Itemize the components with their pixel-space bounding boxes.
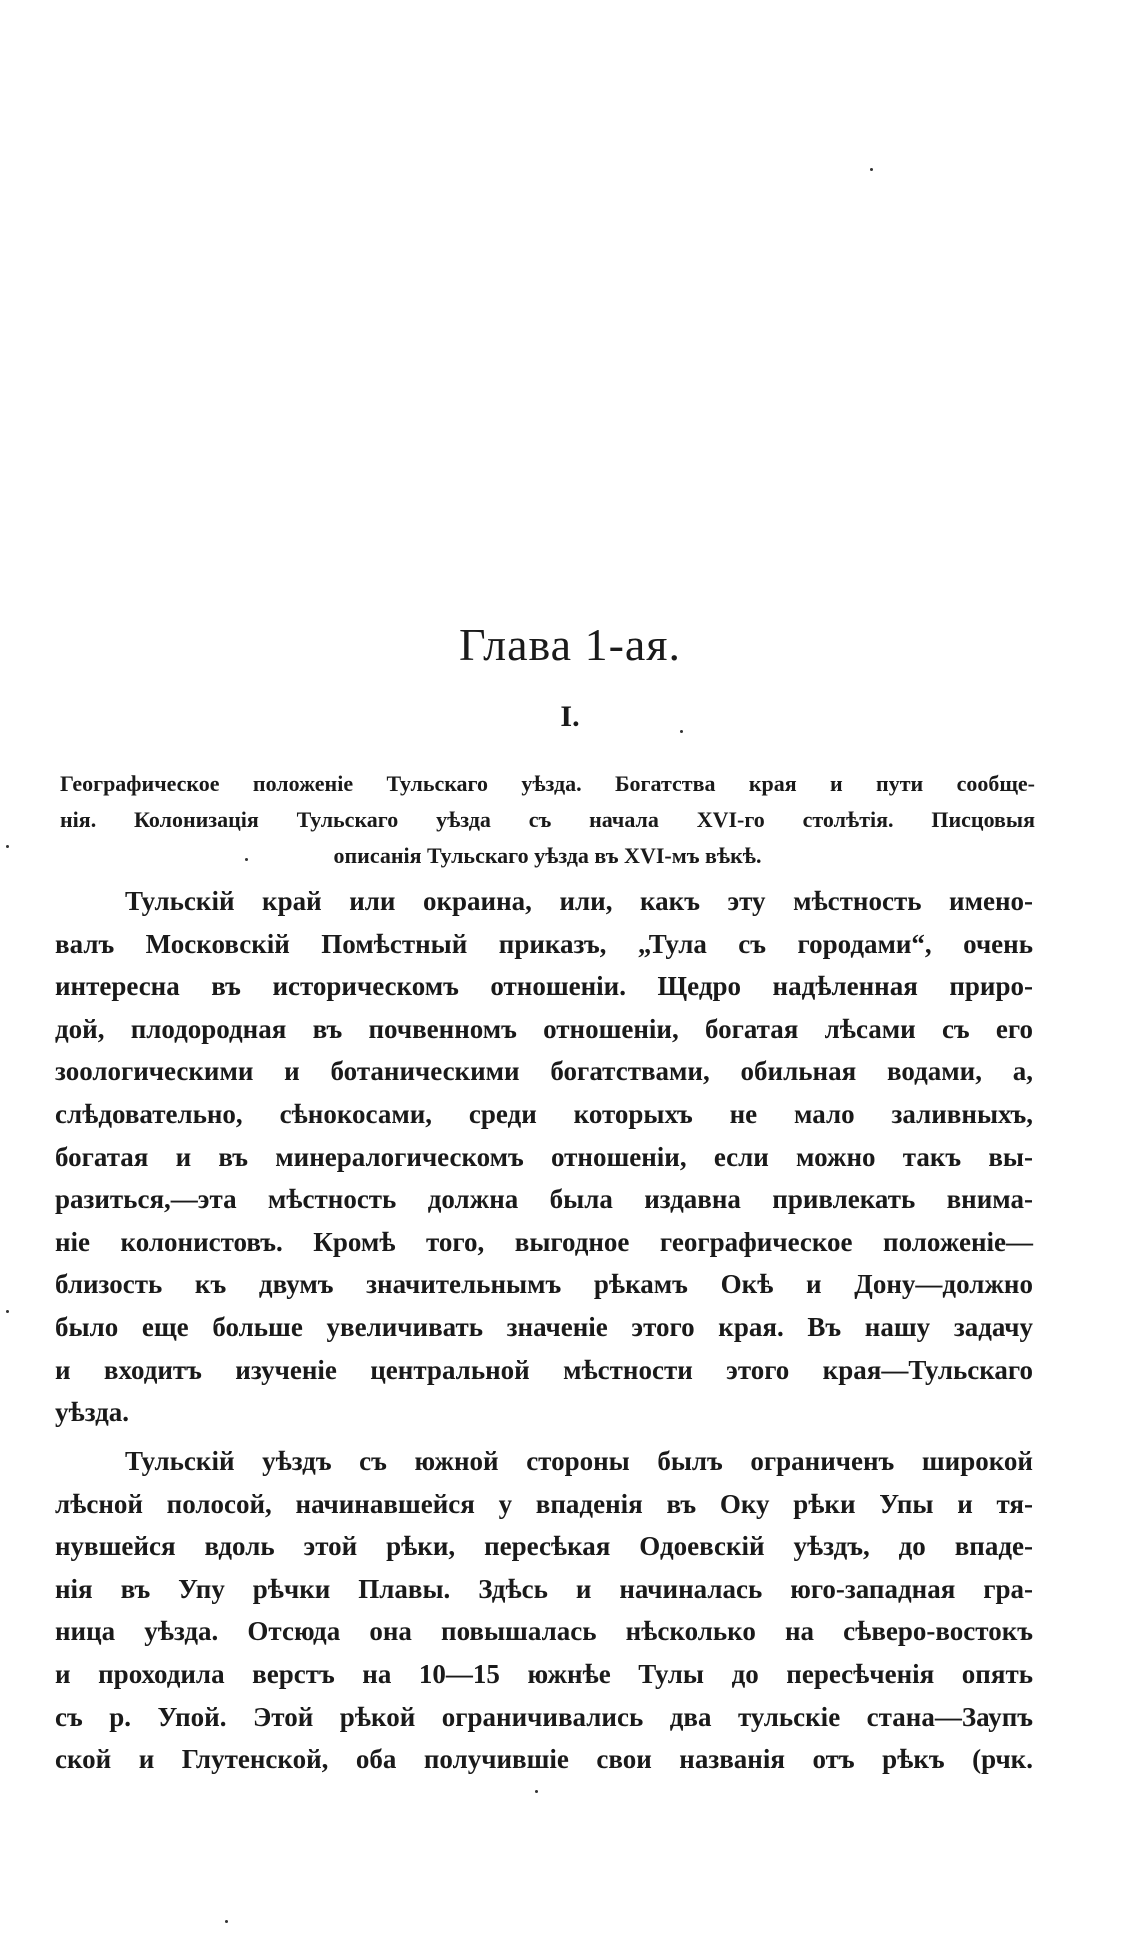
text-line: ница уѣзда. Отсюда она повышалась нѣсколько на сѣверо-востокъ xyxy=(55,1616,1033,1647)
text-line: и входитъ изученіе центральной мѣстности этого края—Тульскаго xyxy=(55,1354,1033,1385)
section-number: I. xyxy=(560,700,580,733)
text-line: и проходила верстъ на 10—15 южнѣе Тулы до пересѣченія опять xyxy=(55,1658,1033,1689)
summary-line: Географическое положеніе Тульскаго уѣзда. Богатства края и пути сообще- xyxy=(60,771,1035,796)
text-line: дой, плодородная въ почвенномъ отношеніи, богатая лѣсами съ его xyxy=(55,1013,1033,1044)
text-line: зоологическими и ботаническими богатствами, обильная водами, а, xyxy=(55,1056,1033,1087)
text-line: валъ Московскій Помѣстный приказъ, „Тула съ городами“, очень xyxy=(55,928,1033,959)
text-line: уѣзда. xyxy=(55,1397,129,1428)
text-line: ніе колонистовъ. Кромѣ того, выгодное географическое положеніе— xyxy=(55,1226,1033,1257)
text-line: интересна въ историческомъ отношеніи. Щедро надѣленная приро- xyxy=(55,971,1033,1002)
text-line: ской и Глутенской, оба получившіе свои названія отъ рѣкъ (рчк. xyxy=(55,1744,1033,1775)
text-line: богатая и въ минералогическомъ отношеніи, если можно такъ вы- xyxy=(55,1141,1033,1172)
scan-speck xyxy=(6,845,9,848)
summary-line: нія. Колонизація Тульскаго уѣзда съ начала XVI-го столѣтія. Писцовыя xyxy=(60,807,1035,832)
scan-speck xyxy=(6,1310,9,1313)
text-line: близость къ двумъ значительнымъ рѣкамъ Окѣ и Дону—должно xyxy=(55,1269,1033,1300)
text-line: Тульскій край или окраина, или, какъ эту мѣстность имено- xyxy=(125,886,1033,916)
text-line: было еще больше увеличивать значеніе этого края. Въ нашу задачу xyxy=(55,1311,1033,1342)
text-line: лѣсной полосой, начинавшейся у впаденія въ Оку рѣки Упы и тя- xyxy=(55,1488,1033,1519)
chapter-title: Глава 1-ая. xyxy=(459,619,681,670)
text-line: нувшейся вдоль этой рѣки, пересѣкая Одоевскій уѣздъ, до впаде- xyxy=(55,1531,1033,1562)
text-line: Тульскій уѣздъ съ южной стороны былъ ограниченъ широкой xyxy=(125,1446,1033,1476)
paragraph-1 xyxy=(55,880,1033,1434)
chapter-summary xyxy=(60,766,1035,874)
paragraph-2 xyxy=(55,1440,1033,1781)
text-line: нія въ Упу рѣчки Плавы. Здѣсь и начиналась юго-западная гра- xyxy=(55,1573,1033,1604)
text-line: слѣдовательно, сѣнокосами, среди которыхъ не мало заливныхъ, xyxy=(55,1098,1033,1129)
text-line: съ р. Упой. Этой рѣкой ограничивались два тульскіе стана—Заупъ xyxy=(55,1701,1033,1732)
scan-speck xyxy=(535,1790,538,1793)
summary-line: описанія Тульскаго уѣзда въ XVI-мъ вѣкѣ. xyxy=(333,843,762,868)
scan-speck xyxy=(870,168,873,171)
scan-speck xyxy=(225,1920,228,1923)
text-line: разиться,—эта мѣстность должна была издавна привлекать внима- xyxy=(55,1184,1033,1215)
